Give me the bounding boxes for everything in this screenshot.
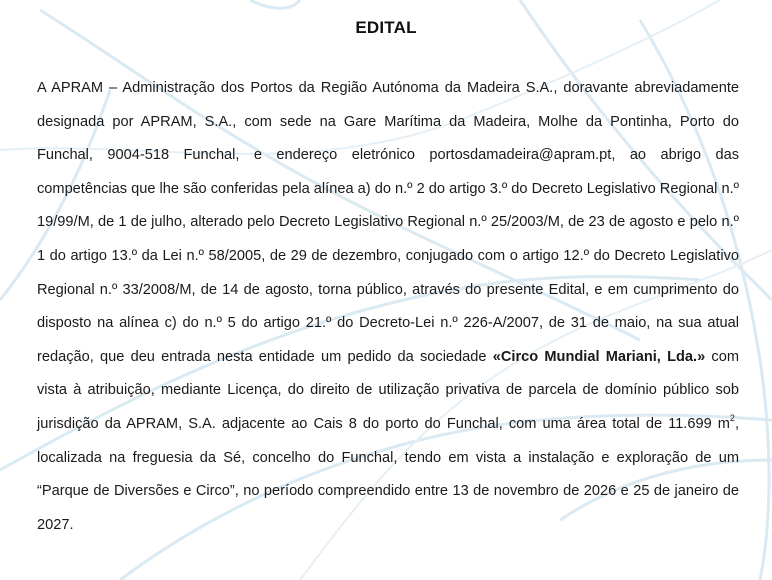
company-name: «Circo Mundial Mariani, Lda.» <box>492 348 706 365</box>
paragraph-part-1: A APRAM – Administração dos Portos da Região Autónoma da Madeira S.A., doravante abreviadamente designada por APRAM, S.A., com sede na Gare Marítima da Madeira, Molhe da Pontinha, Porto do Funchal, 9004-518 Funchal, e endereço eletrónico portosdamadeira@apram.pt, ao abrigo das competências que lhe são conferidas pela alínea a) do n.º 2 do artigo 3.º do Decreto Legislativo Regional n.º 19/99/M, de 1 de julho, alterado pelo Decreto Legislativo Regional n.º 25/2003/M, de 23 de agosto e pelo n.º 1 do artigo 13.º da Lei n.º 58/2005, de 29 de dezembro, conjugado com o artigo 12.º do Decreto Legislativo Regional n.º 33/2008/M, de 14 de agosto, torna público, através do presente Edital, e em cumprimento do disposto na alínea c) do n.º 5 do artigo 21.º do Decreto-Lei n.º 226-A/2007, de 31 de maio, na sua atual redação, que deu entrada nesta entidade um pedido da sociedade <box>37 80 739 365</box>
area-unit-superscript: 2 <box>729 413 735 424</box>
edital-paragraph <box>37 72 739 542</box>
paragraph-part-3: , localizada na freguesia da Sé, concelho do Funchal, tendo em vista a instalação e exploração de um “Parque de Diversões e Circo”, no período compreendido entre 13 de novembro de 2026 e 25 de janeiro de 2027. <box>37 415 739 533</box>
document-title: EDITAL <box>355 18 417 37</box>
paragraph-part-2: com vista à atribuição, mediante Licença, do direito de utilização privativa de parcela de domínio público sob jurisdição da APRAM, S.A. adjacente ao Cais 8 do porto do Funchal, com uma área total de 11.699 m <box>37 348 739 432</box>
